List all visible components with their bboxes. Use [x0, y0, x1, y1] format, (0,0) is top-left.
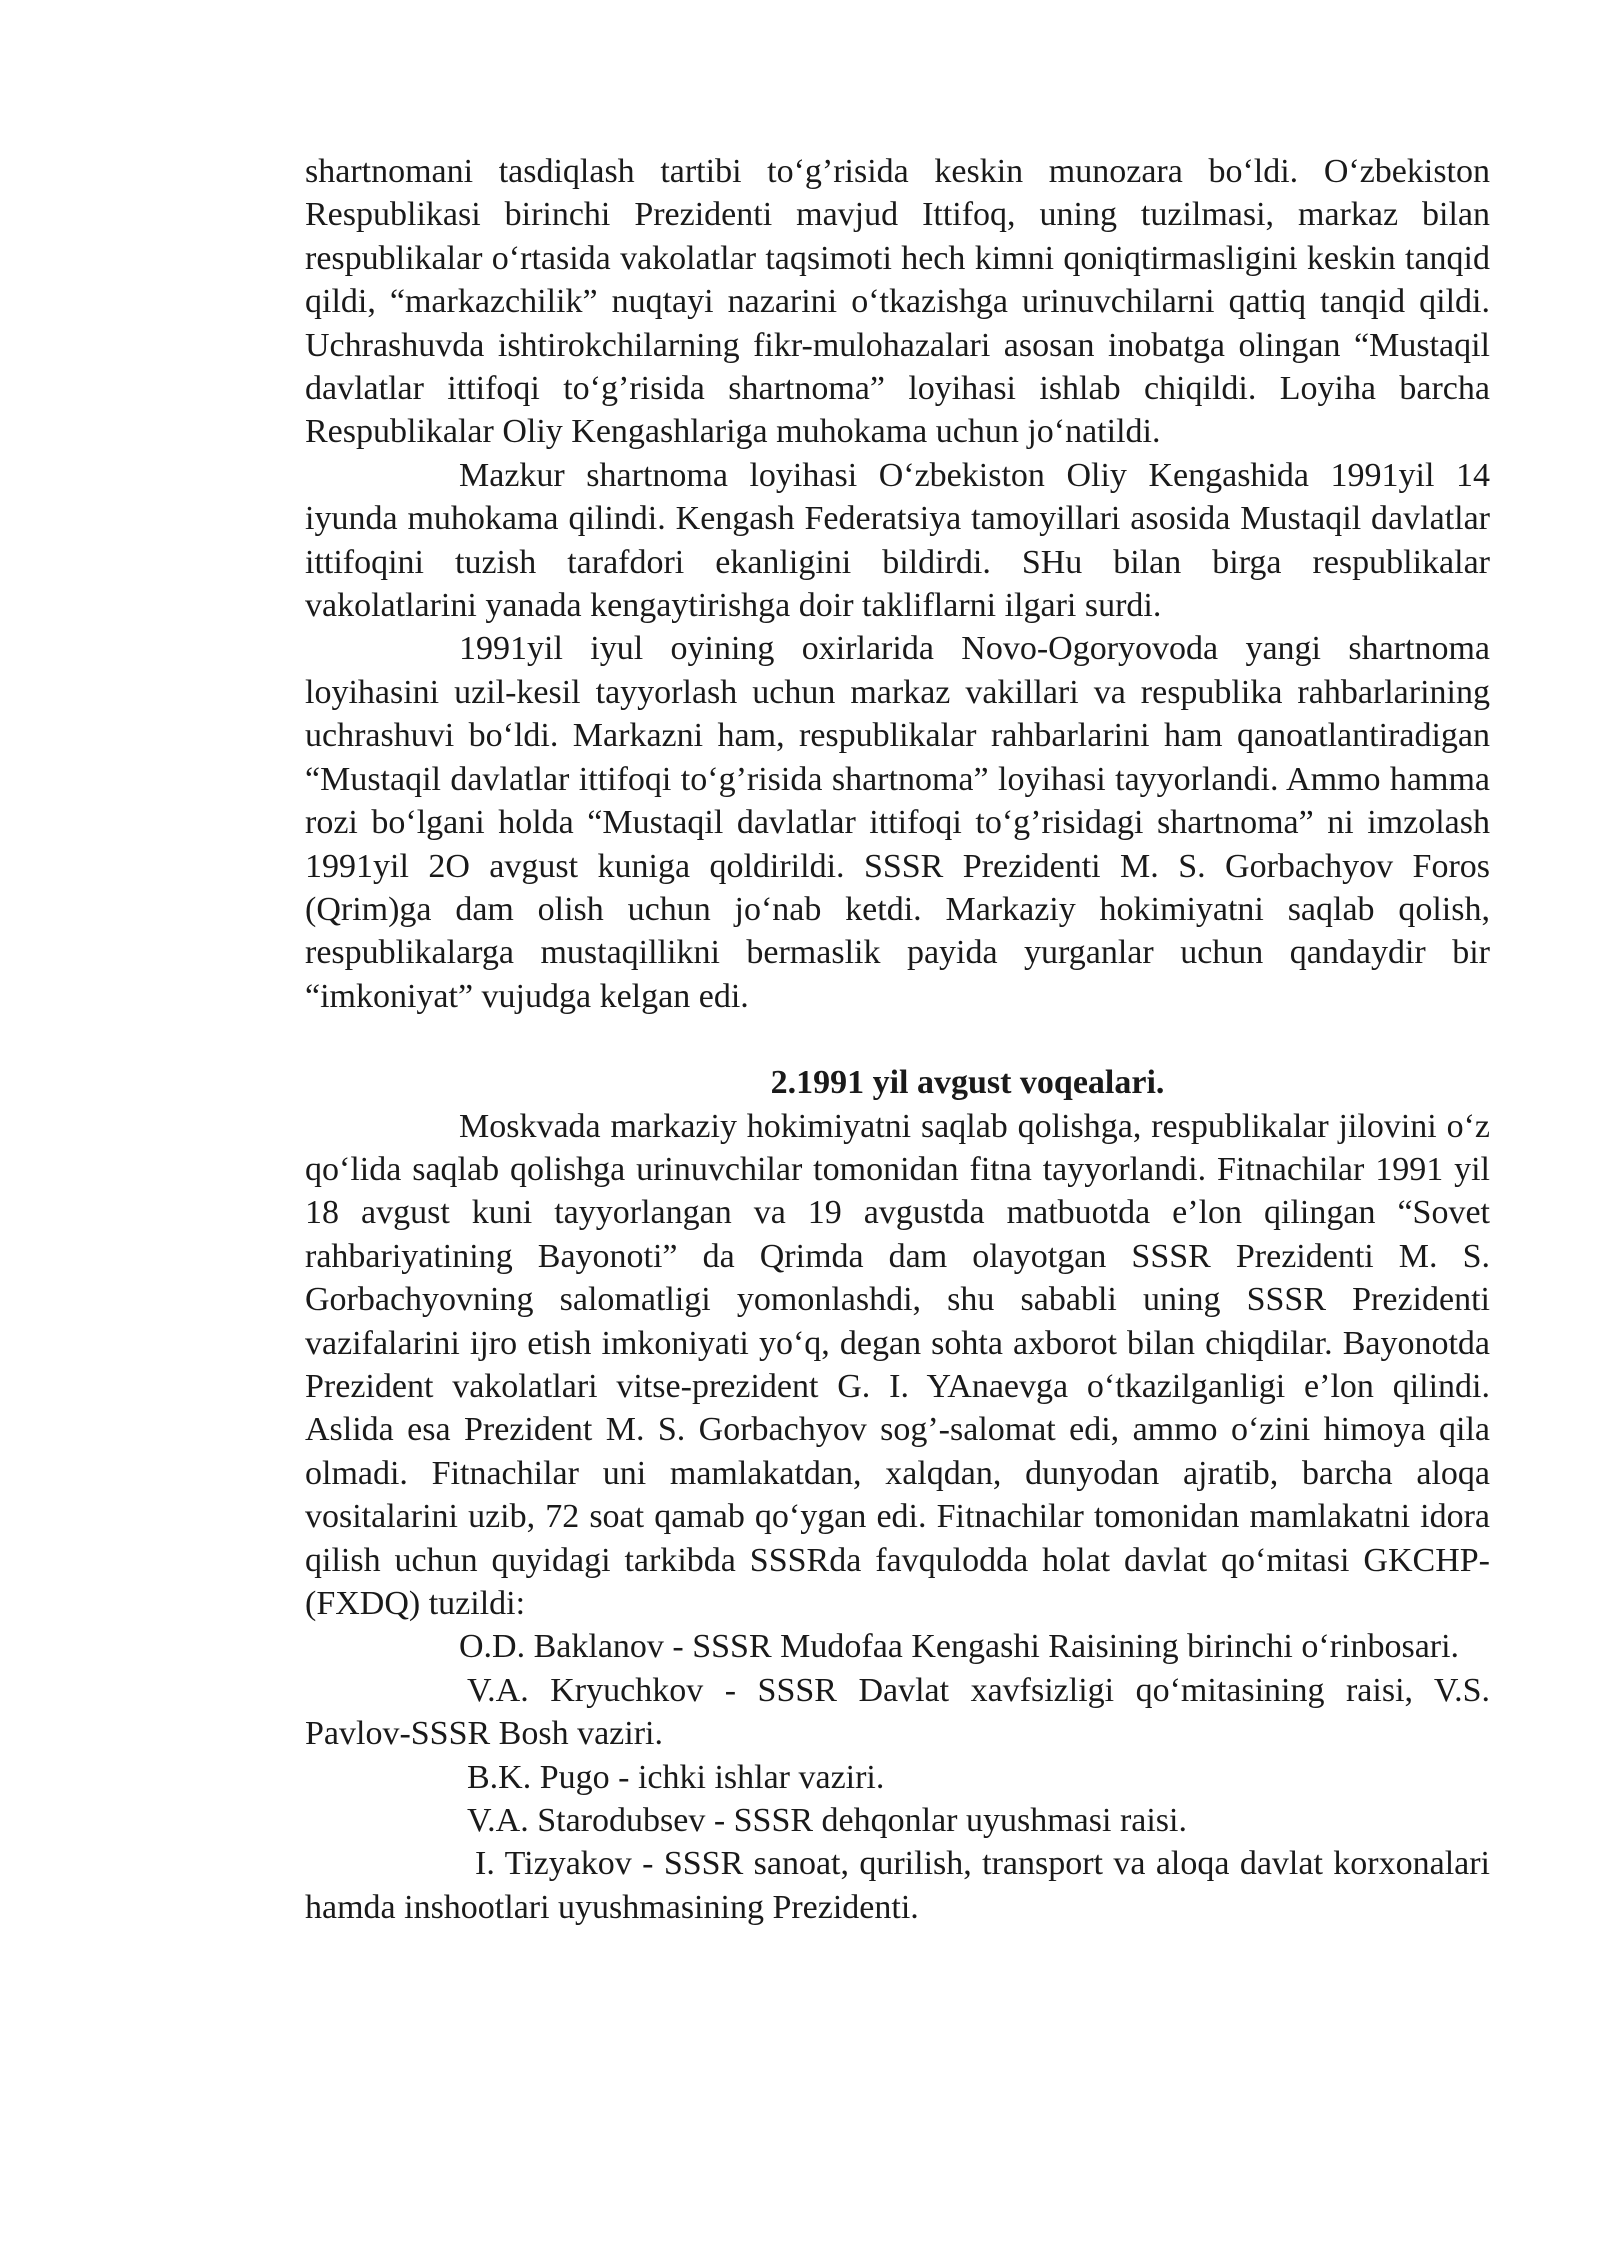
member-tizyakov: I. Tizyakov - SSSR sanoat, qurilish, transport va aloqa davlat korxonalari hamda inshootlari uyushmasining Prezidenti.	[305, 1845, 1490, 1926]
section-heading: 2.1991 yil avgust voqealari.	[770, 1064, 1165, 1102]
paragraph-treaty-discussion: shartnomani tasdiqlash tartibi to‘g’risida keskin munozara bo‘ldi. O‘zbekiston Respublikasi birinchi Prezidenti mavjud Ittifoq, uning tuzilmasi, markaz bilan respublikalar o‘rtasida vakolatlar taqsimoti hech kimni qoniqtirmasligini keskin tanqid qildi, “markazchilik” nuqtayi nazarini o‘tkazishga urinuvchilarni qattiq tanqid qildi. Uchrashuvda ishtirokchilarning fikr-mulohazalari asosan inobatga olingan “Mustaqil davlatlar ittifoqi to‘g’risida shartnoma” loyihasi ishlab chiqildi. Loyiha barcha Respublikalar Oliy Kengashlariga muhokama uchun jo‘natildi.	[305, 153, 1490, 451]
paragraph-coup: Moskvada markaziy hokimiyatni saqlab qolishga, respublikalar jilovini o‘z qo‘lida saqlab qolishga urinuvchilar tomonidan fitna tayyorlandi. Fitnachilar 1991 yil 18 avgust kuni tayyorlangan va 19 avgustda matbuotda e’lon qilingan “Sovet rahbariyatining Bayonoti” da Qrimda dam olayotgan SSSR Prezidenti M. S. Gorbachyovning salomatligi yomonlashdi, shu sababli uning SSSR Prezidenti vazifalarini ijro etish imkoniyati yo‘q, degan sohta axborot bilan chiqdilar. Bayonotda Prezident vakolatlari vitse-prezident G. I. YAnaevga o‘tkazilganligi e’lon qilindi. Aslida esa Prezident M. S. Gorbachyov sog’-salomat edi, ammo o‘zini himoya qila olmadi. Fitnachilar uni mamlakatdan, xalqdan, dunyodan ajratib, barcha aloqa vositalarini uzib, 72 soat qamab qo‘ygan edi. Fitnachilar tomonidan mamlakatni idora qilish uchun quyidagi tarkibda SSSRda favqulodda holat davlat qo‘mitasi GKCHP- (FXDQ) tuzildi:	[305, 1107, 1490, 1622]
paragraph-novo-ogaryovo: 1991yil iyul oyining oxirlarida Novo-Ogoryovoda yangi shartnoma loyihasini uzil-kesil tayyorlash uchun markaz vakillari va respublika rahbarlarining uchrashuvi bo‘ldi. Markazni ham, respublikalar rahbarlarini ham qanoatlantiradigan “Mustaqil davlatlar ittifoqi to‘g’risida shartnoma” loyihasi tayyorlandi. Ammo hamma rozi bo‘lgani holda “Mustaqil davlatlar ittifoqi to‘g’risidagi shartnoma” ni imzolash 1991yil 2O avgust kuniga qoldirildi. SSSR Prezidenti M. S. Gorbachyov Foros (Qrim)ga dam olish uchun jo‘nab ketdi. Markaziy hokimiyatni saqlab qolish, respublikalarga mustaqillikni bermaslik payida yurganlar uchun qandaydir bir “imkoniyat” vujudga kelgan edi.	[305, 630, 1490, 1015]
member-pugo: B.K. Pugo - ichki ishlar vaziri.	[467, 1758, 885, 1796]
member-kryuchkov: V.A. Kryuchkov - SSSR Davlat xavfsizligi qo‘mitasining raisi, V.S. Pavlov-SSSR Bosh vaziri.	[305, 1671, 1490, 1753]
member-starodubsev: V.A. Starodubsev - SSSR dehqonlar uyushmasi raisi.	[467, 1802, 1187, 1840]
document-page	[305, 150, 1490, 1929]
paragraph-supreme-council: Mazkur shartnoma loyihasi O‘zbekiston Oliy Kengashida 1991yil 14 iyunda muhokama qilindi. Kengash Federatsiya tamoyillari asosida Mustaqil davlatlar ittifoqini tuzish tarafdori ekanligini bildirdi. SHu bilan birga respublikalar vakolatlarini yanada kengaytirishga doir takliflarni ilgari surdi.	[305, 456, 1490, 625]
member-baklanov: O.D. Baklanov - SSSR Mudofaa Kengashi Raisining birinchi o‘rinbosari.	[459, 1628, 1460, 1666]
